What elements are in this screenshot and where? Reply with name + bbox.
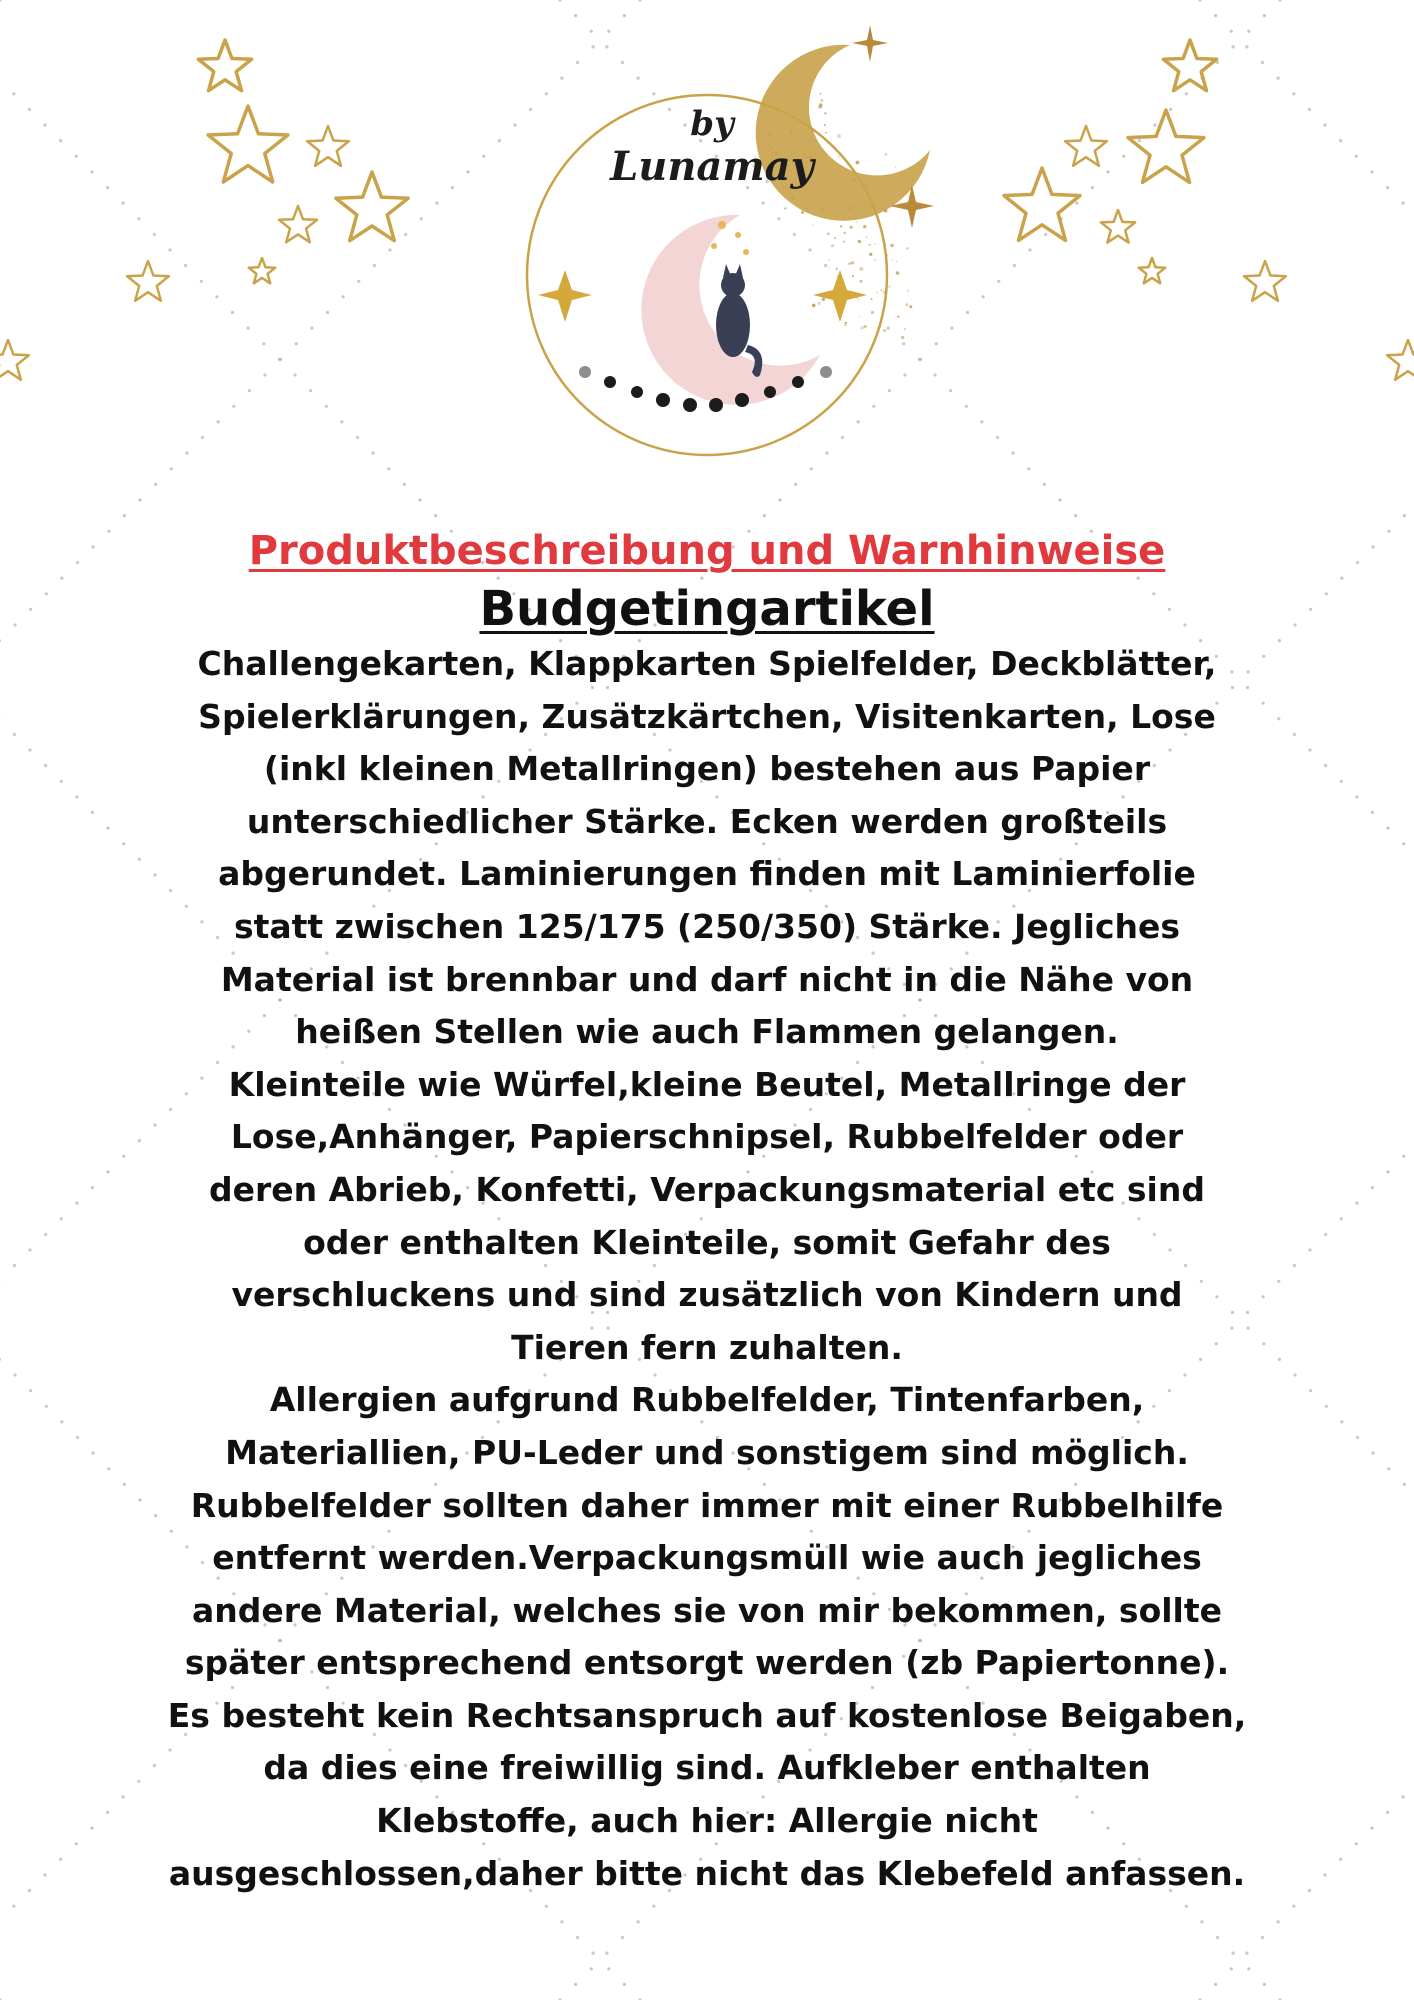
logo-name: Lunamay [610,143,814,190]
body-line: Lose,Anhänger, Papierschnipsel, Rubbelfelder oder [230,1117,1184,1157]
star-outline-icon [198,40,251,91]
body-line: unterschiedlicher Stärke. Ecken werden großteils [246,801,1168,841]
star-outline-icon [127,261,169,301]
body-line: Es besteht kein Rechtsanspruch auf kostenlose Beigaben, [167,1695,1247,1735]
star-outline-icon [0,340,29,380]
body-line: entfernt werden.Verpackungsmüll wie auch jegliches [212,1538,1202,1578]
body-line: Material ist brennbar und darf nicht in die Nähe von [220,959,1194,999]
star-outline-icon [1128,110,1204,182]
body-line: oder enthalten Kleinteile, somit Gefahr des [303,1222,1111,1262]
gold-star-right-icon [813,270,867,322]
star-outline-icon [1387,340,1414,380]
body-line: ausgeschlossen,daher bitte nicht das Klebefeld anfassen. [168,1853,1246,1893]
outline-stars-right [1004,40,1414,380]
star-outline-icon [1139,258,1166,283]
star-outline-icon [1244,261,1286,301]
star-outline-icon [1101,210,1135,243]
body-line: (inkl kleinen Metallringen) bestehen aus Papier [263,749,1151,789]
logo-badge [527,25,934,455]
star-outline-icon [1163,40,1216,91]
star-outline-icon [279,206,317,242]
gold-star-left-icon [538,270,592,322]
star-outline-icon [249,258,276,283]
body-line: Tieren fern zuhalten. [511,1327,903,1367]
star-outline-icon [208,106,288,182]
logo-by: by [690,104,734,144]
body-line: Rubbelfelder sollten daher immer mit einer Rubbelhilfe [190,1485,1224,1525]
body-line: Challengekarten, Klappkarten Spielfelder, Deckblätter, [197,644,1217,683]
body-line: heißen Stellen wie auch Flammen gelangen. [295,1012,1119,1052]
body-line: Klebstoffe, auch hier: Allergie nicht [376,1801,1038,1841]
body-line: andere Material, welches sie von mir bekommen, sollte [191,1590,1223,1630]
body-line: statt zwischen 125/175 (250/350) Stärke. Jegliches [233,906,1181,946]
page-heading: Produktbeschreibung und Warnhinweise [248,528,1166,574]
star-outline-icon [307,126,349,166]
body-line: später entsprechend entsorgt werden (zb Papiertonne). [184,1643,1230,1683]
body-line: Allergien aufgrund Rubbelfelder, Tintenfarben, [269,1380,1145,1420]
star-outline-icon [1004,168,1080,240]
body-line: Materiallien, PU-Leder und sonstigem sind möglich. [225,1432,1189,1472]
star-outline-icon [336,172,408,241]
sparkle-top-icon [852,25,888,62]
body-line: abgerundet. Laminierungen finden mit Laminierfolie [218,854,1196,894]
page-title: Budgetingartikel [479,581,935,637]
body-line: Kleinteile wie Würfel,kleine Beutel, Metallringe der [228,1064,1186,1104]
body-line: verschluckens und sind zusätzlich von Kindern und [231,1275,1183,1315]
gold-moon-icon [756,45,930,221]
body-line: da dies eine freiwillig sind. Aufkleber enthalten [263,1748,1151,1788]
outline-stars-left [0,40,408,380]
body-line: Spielerklärungen, Zusätzkärtchen, Visitenkarten, Lose [198,696,1216,736]
star-outline-icon [1065,126,1107,166]
body-line: deren Abrieb, Konfetti, Verpackungsmaterial etc sind [209,1169,1205,1209]
header-decoration [0,0,1414,520]
body-text [120,638,1294,1900]
